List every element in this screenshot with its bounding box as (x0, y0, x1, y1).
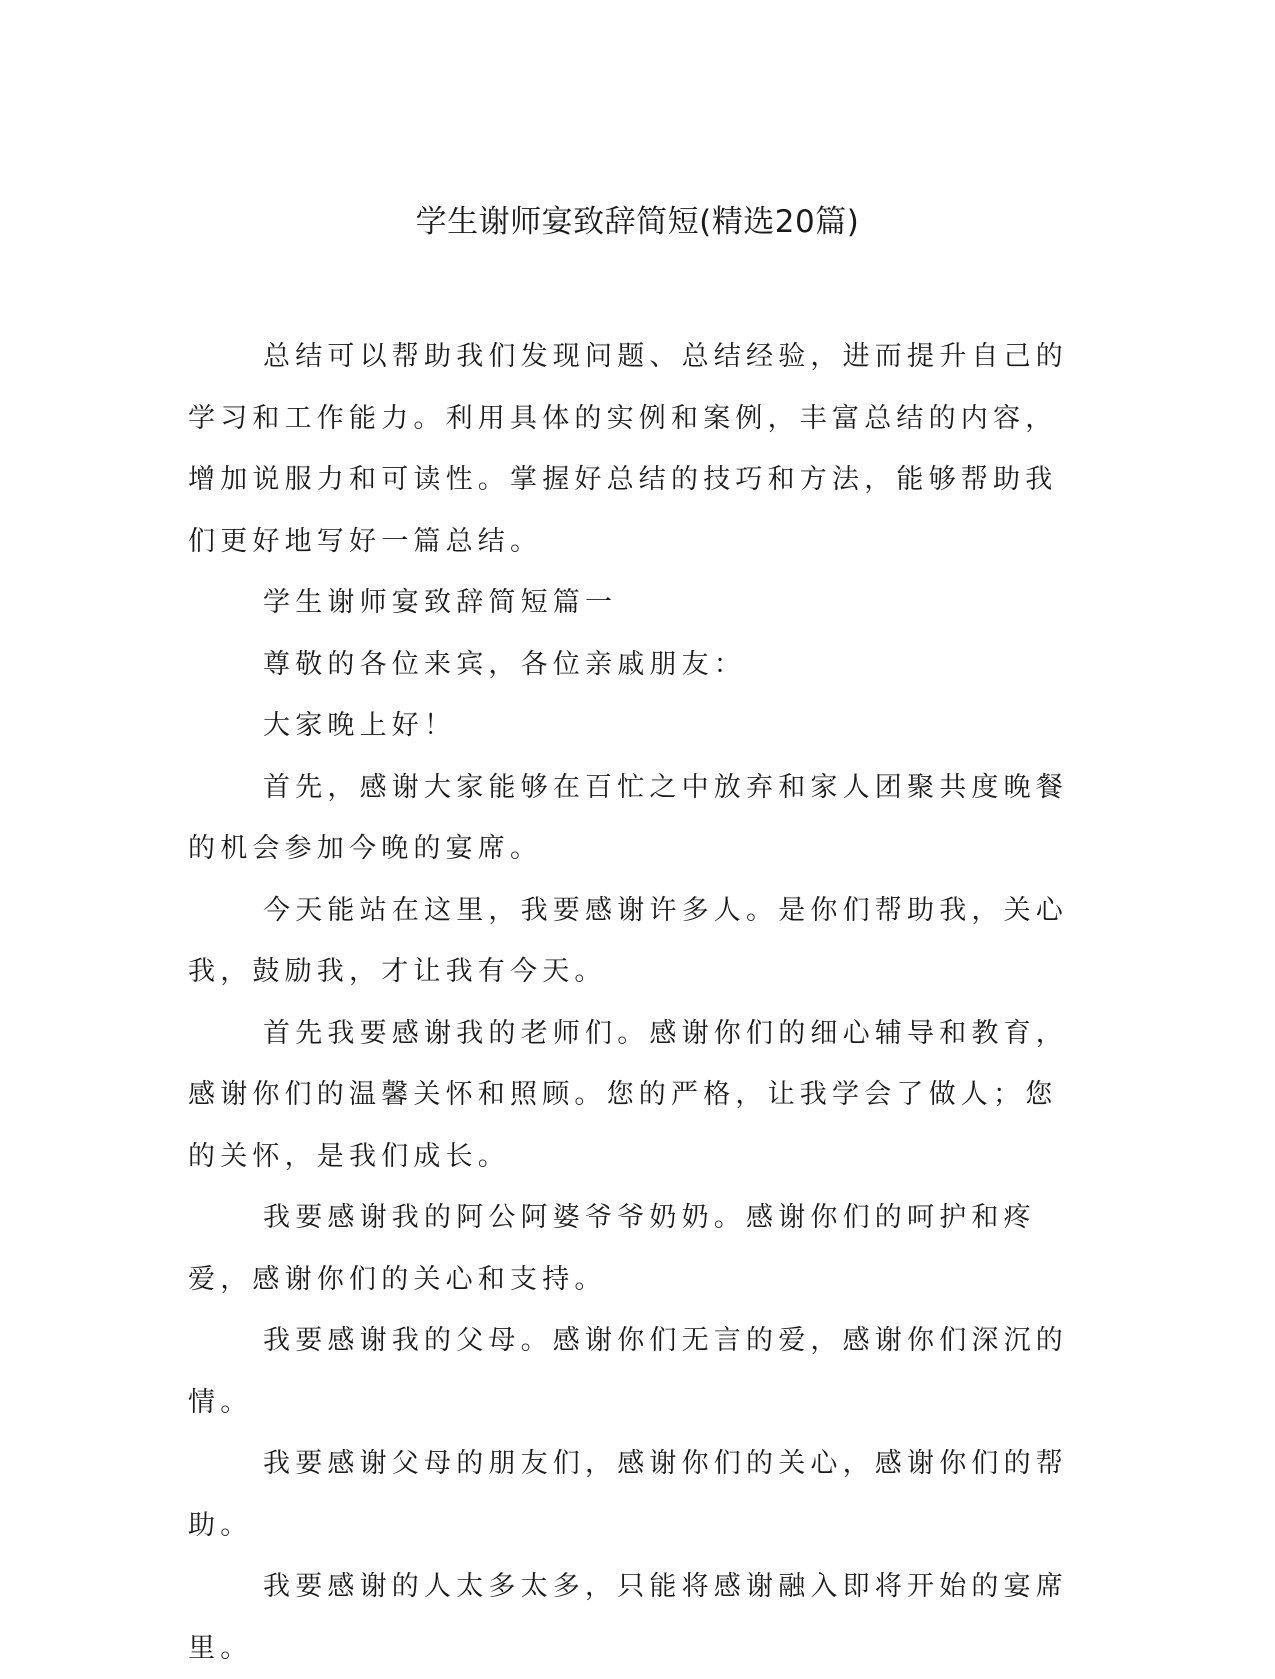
body-paragraph: 我要感谢我的阿公阿婆爷爷奶奶。感谢你们的呵护和疼爱，感谢你们的关心和支持。 (188, 1202, 1036, 1295)
body-paragraph: 首先，感谢大家能够在百忙之中放弃和家人团聚共度晚餐的机会参加今晚的宴席。 (188, 771, 1068, 864)
section-heading: 学生谢师宴致辞简短篇一 (263, 587, 618, 618)
intro-paragraph: 总结可以帮助我们发现问题、总结经验，进而提升自己的学习和工作能力。利用具体的实例和案例，丰富总结的内容，增加说服力和可读性。掌握好总结的技巧和方法，能够帮助我们更好地写好一篇总结。 (188, 341, 1068, 557)
document-body (188, 326, 1078, 1679)
document-title: 学生谢师宴致辞简短(精选20篇) (415, 204, 860, 240)
body-paragraph: 我要感谢的人太多太多，只能将感谢融入即将开始的宴席里。 (188, 1571, 1068, 1664)
body-paragraph: 今天能站在这里，我要感谢许多人。是你们帮助我，关心我，鼓励我，才让我有今天。 (188, 894, 1068, 987)
body-paragraph: 我要感谢父母的朋友们，感谢你们的关心，感谢你们的帮助。 (188, 1448, 1068, 1541)
salutation: 尊敬的各位来宾，各位亲戚朋友： (263, 648, 746, 680)
greeting: 大家晚上好！ (263, 710, 457, 741)
body-paragraph: 我要感谢我的父母。感谢你们无言的爱，感谢你们深沉的情。 (188, 1325, 1068, 1418)
body-paragraph: 首先我要感谢我的老师们。感谢你们的细心辅导和教育，感谢你们的温馨关怀和照顾。您的严格，让我学会了做人；您的关怀，是我们成长。 (188, 1017, 1068, 1172)
